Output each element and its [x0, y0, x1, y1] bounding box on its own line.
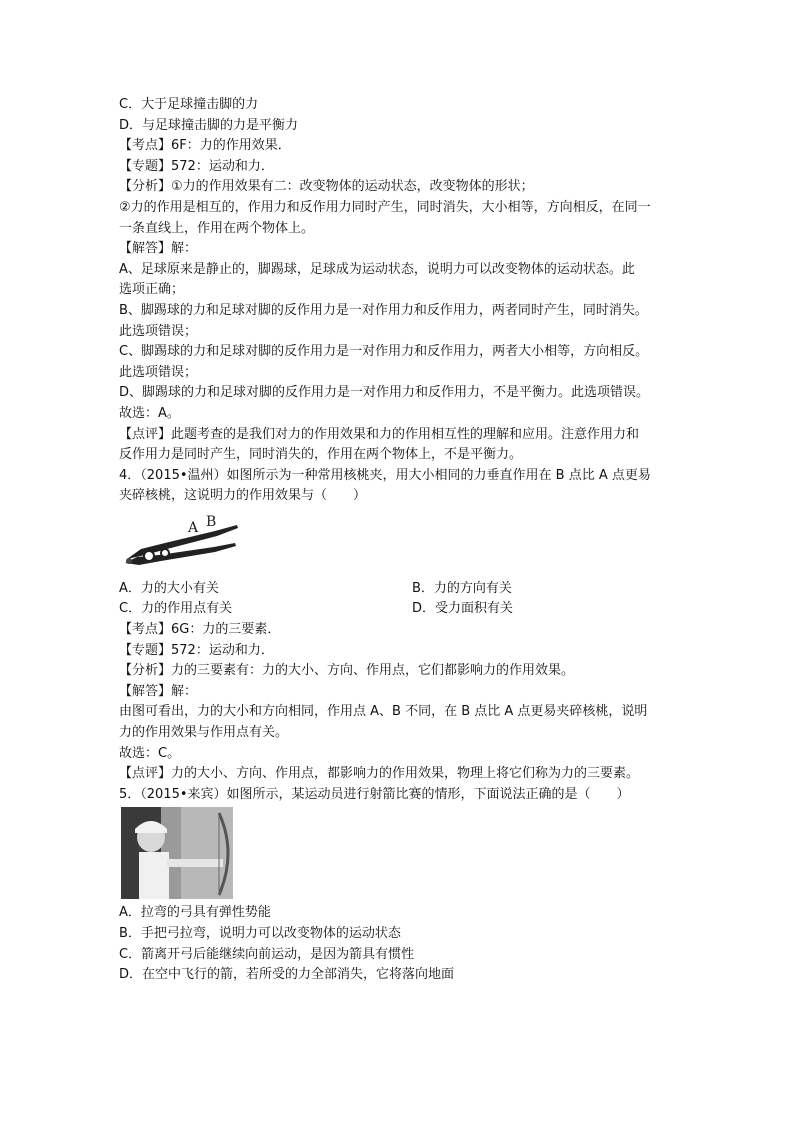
text-line: 选项正确；	[119, 282, 185, 298]
text-block-mid	[119, 620, 684, 805]
option-a: A．力的大小有关	[119, 580, 219, 596]
document-page	[119, 95, 684, 986]
text-block-bottom	[119, 903, 684, 985]
text-line: B、脚踢球的力和足球对脚的反作用力是一对作用力和反作用力，两者同时产生，同时消失。	[119, 302, 648, 318]
text-line: 4．（2015•温州）如图所示为一种常用核桃夹，用大小相同的力垂直作用在 B 点比 A 点更易	[119, 467, 651, 483]
text-line: 【考点】6F：力的作用效果．	[119, 138, 291, 154]
text-line: 力的作用效果与作用点有关。	[119, 725, 289, 741]
text-line: 反作用力是同时产生，同时消失的，作用在两个物体上，不是平衡力。	[119, 447, 523, 463]
text-block-top	[119, 95, 684, 507]
q4-options	[119, 579, 684, 620]
option-line: D．在空中飞行的箭，若所受的力全部消失，它将落向地面	[119, 967, 455, 983]
options-row-1	[119, 579, 684, 600]
options-row-2	[119, 599, 684, 620]
text-line: A、足球原来是静止的，脚踢球，足球成为运动状态，说明力可以改变物体的运动状态。此	[119, 261, 635, 277]
text-line: 【分析】①力的作用效果有二：改变物体的运动状态，改变物体的形状；	[119, 179, 534, 195]
text-line: 由图可看出，力的大小和方向相同，作用点 A、B 不同，在 B 点比 A 点更易夹碎核桃，说明	[119, 704, 648, 720]
text-line: 一条直线上，作用在两个物体上。	[119, 220, 315, 236]
option-line: A．拉弯的弓具有弹性势能	[119, 905, 271, 921]
archer-image	[121, 807, 233, 899]
nutcracker-figure	[119, 509, 684, 575]
text-line: D、脚踢球的力和足球对脚的反作用力是一对作用力和反作用力，不是平衡力。此选项错误。	[119, 385, 650, 401]
text-line: 【点评】此题考查的是我们对力的作用效果和力的作用相互性的理解和应用。注意作用力和	[119, 426, 640, 442]
text-line: 故选：A。	[119, 405, 180, 421]
text-line: 【解答】解：	[119, 241, 198, 257]
text-line: 【分析】力的三要素有：力的大小、方向、作用点，它们都影响力的作用效果。	[119, 663, 575, 679]
text-line: 此选项错误；	[119, 364, 198, 380]
point-a-label: A	[188, 519, 199, 536]
text-line: C、脚踢球的力和足球对脚的反作用力是一对作用力和反作用力，两者大小相等，方向相反。	[119, 344, 649, 360]
option-line: B．手把弓拉弯，说明力可以改变物体的运动状态	[119, 926, 401, 941]
option-b: B．力的方向有关	[412, 580, 512, 596]
text-line: D．与足球撞击脚的力是平衡力	[119, 117, 299, 133]
text-line: 此选项错误；	[119, 323, 198, 339]
text-line: 夹碎核桃，这说明力的作用效果与（ ）	[119, 488, 367, 504]
point-b-label: B	[206, 513, 217, 530]
option-c: C．力的作用点有关	[119, 601, 233, 617]
option-line: C．箭离开弓后能继续向前运动，是因为箭具有惯性	[119, 946, 415, 962]
archer-photo	[121, 807, 233, 899]
text-line: 故选：C。	[119, 745, 181, 761]
text-line: 【解答】解：	[119, 683, 198, 699]
nutcracker-illustration	[119, 509, 241, 571]
text-line: C．大于足球撞击脚的力	[119, 97, 259, 112]
text-line: 【考点】6G：力的三要素．	[119, 622, 281, 638]
option-d: D．受力面积有关	[412, 601, 514, 617]
text-line: 5．（2015•来宾）如图所示，某运动员进行射箭比赛的情形，下面说法正确的是（ ）	[119, 786, 630, 802]
text-line: 【专题】572：运动和力．	[119, 158, 274, 174]
text-line: ②力的作用是相互的，作用力和反作用力同时产生，同时消失，大小相等，方向相反，在同一	[119, 199, 651, 215]
text-line: 【专题】572：运动和力．	[119, 642, 274, 658]
text-line: 【点评】力的大小、方向、作用点，都影响力的作用效果，物理上将它们称为力的三要素。	[119, 766, 640, 782]
